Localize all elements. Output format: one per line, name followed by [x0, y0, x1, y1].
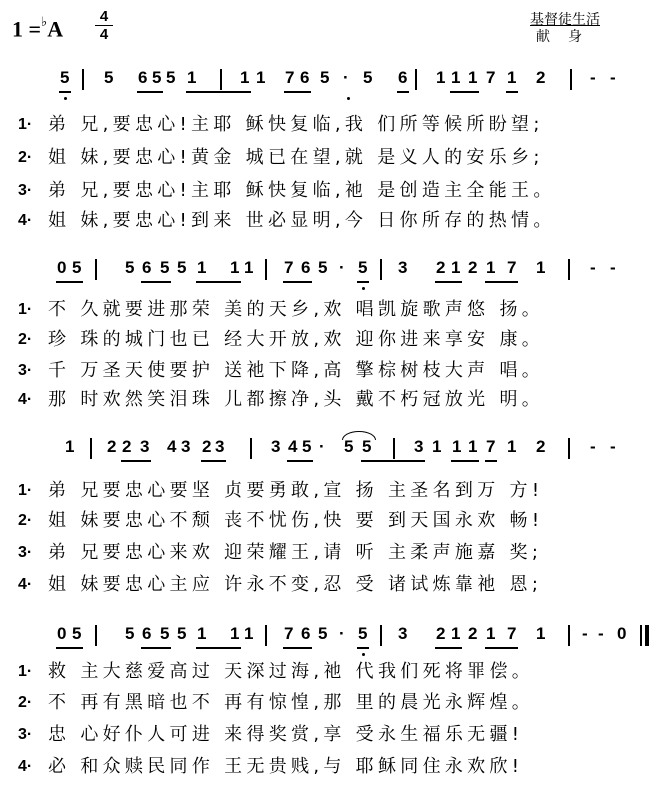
barline	[568, 259, 570, 280]
barline	[568, 438, 570, 459]
lyric-line	[18, 722, 668, 748]
verse-number: 3·	[18, 544, 33, 561]
note: 5	[177, 624, 187, 643]
octave-dot	[64, 97, 67, 100]
verse-number: 4·	[18, 758, 33, 775]
beam-underline	[141, 281, 171, 283]
staff-line-1	[0, 68, 671, 94]
note: 5	[72, 624, 82, 643]
lyric-text: 救 主大慈爱高过 天深过海,祂 代我们死将罪偿。	[48, 661, 535, 682]
note: 1	[244, 258, 254, 277]
staff-line-4	[0, 624, 671, 650]
note: 1	[507, 437, 517, 456]
verse-number: 4·	[18, 576, 33, 593]
note: 5	[302, 437, 312, 456]
barline	[415, 69, 417, 90]
note: -	[582, 624, 588, 643]
verse-number: 4·	[18, 212, 33, 229]
beam-underline	[137, 91, 163, 93]
barline	[265, 259, 267, 280]
note: 5	[60, 68, 70, 87]
note: 1	[451, 68, 461, 87]
beam-underline	[506, 91, 518, 93]
beam-underline	[357, 281, 369, 283]
lyric-text: 必 和众赎民同作 王无贵贱,与 耶稣同住永欢欣!	[48, 756, 524, 777]
tie-slur	[342, 431, 376, 440]
note: 0	[617, 624, 627, 643]
time-signature: 4 4	[95, 9, 113, 42]
verse-number: 3·	[18, 726, 33, 743]
note: 1	[536, 258, 546, 277]
note: -	[590, 258, 596, 277]
lyric-line	[18, 297, 668, 323]
beam-underline	[283, 647, 312, 649]
barline	[95, 259, 97, 280]
verse-number: 2·	[18, 149, 33, 166]
beam-underline	[435, 281, 462, 283]
barline	[380, 259, 382, 280]
note: 6	[398, 68, 408, 87]
barline	[82, 69, 84, 90]
lyric-text: 千 万圣天使要护 送祂下降,高 擎棕树枝大声 唱。	[48, 360, 545, 381]
verse-number: 1·	[18, 482, 33, 499]
note: 1	[536, 624, 546, 643]
note: 1	[486, 258, 496, 277]
note: -	[590, 437, 596, 456]
note: 1	[244, 624, 254, 643]
lyric-line	[18, 327, 668, 353]
note: 1	[452, 437, 462, 456]
note: 6	[301, 258, 311, 277]
note: 6	[142, 624, 152, 643]
verse-number: 3·	[18, 362, 33, 379]
barline	[95, 625, 97, 646]
note: 7	[285, 68, 295, 87]
note: 2	[122, 437, 132, 456]
note: ·	[339, 258, 345, 277]
note: 5	[363, 68, 373, 87]
note: 7	[486, 437, 496, 456]
verse-number: 2·	[18, 694, 33, 711]
note: 5	[358, 624, 368, 643]
note: 4	[288, 437, 298, 456]
note: 2	[536, 437, 546, 456]
beam-underline	[450, 91, 479, 93]
note: 5	[318, 624, 328, 643]
octave-dot	[362, 653, 365, 656]
lyric-line	[18, 508, 668, 534]
barline	[570, 69, 572, 90]
note: 5	[318, 258, 328, 277]
octave-dot	[347, 97, 350, 100]
note: 5	[160, 258, 170, 277]
barline	[90, 438, 92, 459]
note: 5	[72, 258, 82, 277]
lyric-line	[18, 690, 668, 716]
note: -	[590, 68, 596, 87]
note: 0	[57, 258, 67, 277]
beam-underline	[397, 91, 409, 93]
beam-underline	[485, 281, 518, 283]
note: 6	[138, 68, 148, 87]
note: 3	[398, 624, 408, 643]
note: 1	[230, 258, 240, 277]
beam-underline	[361, 460, 425, 462]
note: 5	[125, 258, 135, 277]
barline	[265, 625, 267, 646]
note: 1	[451, 258, 461, 277]
lyric-line	[18, 540, 668, 566]
beam-underline	[56, 647, 83, 649]
beam-underline	[485, 647, 518, 649]
lyric-text: 弟 兄要忠心来欢 迎荣耀王,请 听 主柔声施嘉 奖;	[48, 542, 543, 563]
note: 3	[140, 437, 150, 456]
beam-underline	[141, 647, 171, 649]
staff-line-3	[0, 437, 671, 463]
hymn-category: 基督徒生活 献身	[530, 12, 600, 45]
note: 3	[398, 258, 408, 277]
lyric-line	[18, 145, 668, 171]
note: 2	[536, 68, 546, 87]
barline	[250, 438, 252, 459]
note: 2	[202, 437, 212, 456]
note: 5	[362, 437, 372, 456]
note: 1	[65, 437, 75, 456]
beam-underline	[435, 647, 462, 649]
note: 1	[507, 68, 517, 87]
lyric-line	[18, 208, 668, 234]
note: 7	[507, 624, 517, 643]
note: 5	[160, 624, 170, 643]
note: 3	[271, 437, 281, 456]
note: ·	[319, 437, 325, 456]
lyric-text: 姐 妹要忠心不颓 丧不忧伤,快 要 到天国永欢 畅!	[48, 510, 544, 531]
barline	[645, 625, 649, 646]
beam-underline	[357, 647, 369, 649]
note: 5	[320, 68, 330, 87]
beam-underline	[485, 460, 497, 462]
note: 6	[142, 258, 152, 277]
note: 1	[187, 68, 197, 87]
lyric-text: 那 时欢然笑泪珠 儿都擦净,头 戴不朽冠放光 明。	[48, 389, 545, 410]
verse-number: 2·	[18, 331, 33, 348]
lyric-text: 不 久就要进那荣 美的天乡,欢 唱凯旋歌声悠 扬。	[48, 299, 545, 320]
lyric-text: 姐 妹要忠心主应 许永不变,忍 受 诸试炼靠祂 恩;	[48, 574, 543, 595]
note: -	[610, 68, 616, 87]
lyric-line	[18, 387, 668, 413]
note: 4	[167, 437, 177, 456]
note: 2	[107, 437, 117, 456]
note: 5	[166, 68, 176, 87]
beam-underline	[201, 460, 226, 462]
lyric-text: 姐 妹,要忠心!黄金 城已在望,就 是义人的安乐乡;	[48, 147, 544, 168]
note: 0	[57, 624, 67, 643]
note: 5	[344, 437, 354, 456]
lyric-line	[18, 754, 668, 780]
note: 1	[197, 624, 207, 643]
lyric-text: 弟 兄,要忠心!主耶 稣快复临,祂 是创造主全能王。	[48, 180, 556, 201]
note: 1	[230, 624, 240, 643]
note: 5	[358, 258, 368, 277]
lyric-line	[18, 572, 668, 598]
beam-underline	[287, 460, 313, 462]
note: 3	[215, 437, 225, 456]
note: 1	[468, 437, 478, 456]
note: 1	[256, 68, 266, 87]
barline	[640, 625, 642, 646]
verse-number: 1·	[18, 663, 33, 680]
note: 3	[181, 437, 191, 456]
note: 2	[436, 624, 446, 643]
note: 7	[284, 624, 294, 643]
verse-number: 3·	[18, 182, 33, 199]
note: -	[610, 437, 616, 456]
note: 1	[451, 624, 461, 643]
beam-underline	[121, 460, 151, 462]
lyric-text: 姐 妹,要忠心!到来 世必显明,今 日你所存的热情。	[48, 210, 556, 231]
note: -	[598, 624, 604, 643]
lyric-line	[18, 358, 668, 384]
beam-underline	[451, 460, 479, 462]
beam-underline	[196, 647, 241, 649]
note: 1	[240, 68, 250, 87]
lyric-text: 珍 珠的城门也已 经大开放,欢 迎你进来享安 康。	[48, 329, 545, 350]
lyric-text: 弟 兄要忠心要坚 贞要勇敢,宣 扬 主圣名到万 方!	[48, 480, 544, 501]
verse-number: 1·	[18, 116, 33, 133]
lyric-line	[18, 659, 668, 685]
note: 6	[301, 624, 311, 643]
note: 5	[104, 68, 114, 87]
note: 1	[436, 68, 446, 87]
note: 3	[414, 437, 424, 456]
note: 5	[125, 624, 135, 643]
lyric-line	[18, 112, 668, 138]
lyric-text: 不 再有黑暗也不 再有惊惶,那 里的晨光永辉煌。	[48, 692, 535, 713]
key-signature: 1 =♭A	[12, 14, 64, 42]
beam-underline	[59, 91, 71, 93]
lyric-text: 忠 心好仆人可进 来得奖赏,享 受永生福乐无疆!	[48, 724, 524, 745]
note: 1	[468, 68, 478, 87]
octave-dot	[362, 287, 365, 290]
note: 1	[432, 437, 442, 456]
barline	[568, 625, 570, 646]
barline	[380, 625, 382, 646]
beam-underline	[186, 91, 251, 93]
note: 1	[197, 258, 207, 277]
note: 1	[486, 624, 496, 643]
note: 6	[300, 68, 310, 87]
note: 5	[152, 68, 162, 87]
beam-underline	[284, 91, 311, 93]
lyric-line	[18, 478, 668, 504]
lyric-line	[18, 178, 668, 204]
barline	[220, 69, 222, 90]
note: ·	[343, 68, 349, 87]
note: 5	[177, 258, 187, 277]
beam-underline	[196, 281, 241, 283]
beam-underline	[283, 281, 312, 283]
note: -	[610, 258, 616, 277]
note: 2	[468, 624, 478, 643]
verse-number: 2·	[18, 512, 33, 529]
note: 7	[486, 68, 496, 87]
beam-underline	[56, 281, 83, 283]
lyric-text: 弟 兄,要忠心!主耶 稣快复临,我 们所等候所盼望;	[48, 114, 544, 135]
note: ·	[339, 624, 345, 643]
verse-number: 4·	[18, 391, 33, 408]
verse-number: 1·	[18, 301, 33, 318]
note: 2	[468, 258, 478, 277]
staff-line-2	[0, 258, 671, 284]
note: 7	[284, 258, 294, 277]
note: 2	[436, 258, 446, 277]
barline	[393, 438, 395, 459]
note: 7	[507, 258, 517, 277]
